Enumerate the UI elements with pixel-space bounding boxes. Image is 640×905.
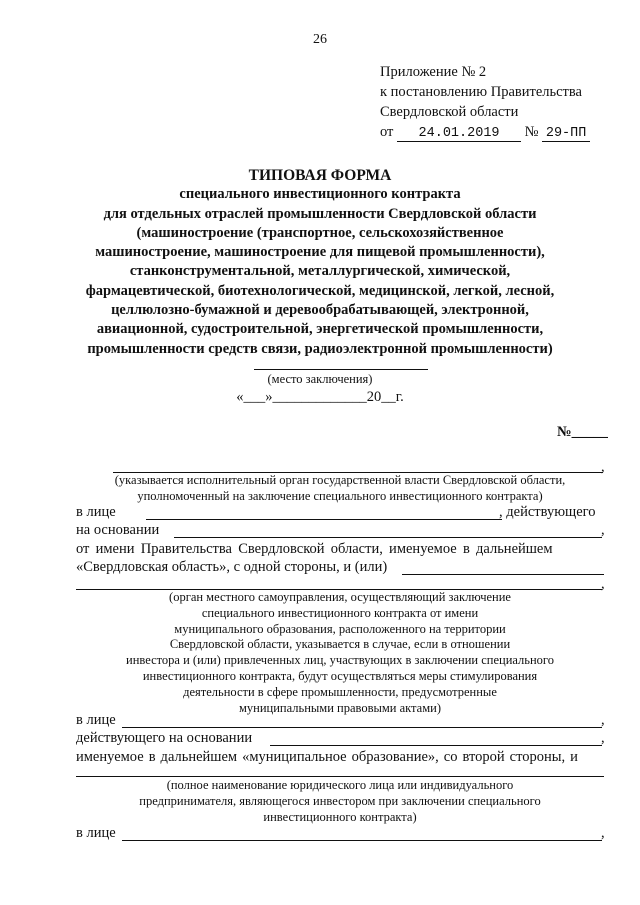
appendix-line-3: Свердловской области [380, 104, 519, 120]
in-person-label: в лице [76, 504, 116, 520]
title-line: станконструментальной, металлургической, химической, [129, 263, 511, 280]
title-line: авиационной, судостроительной, энергетической промышленности, [96, 321, 544, 338]
note-line: (орган местного самоуправления, осуществляющий заключение [169, 590, 511, 604]
note-line: деятельности в сфере промышленности, предусмотренные [183, 684, 497, 699]
title-line: машиностроение, машиностроение для пищевой промышленности), [95, 244, 545, 261]
in-person-label: в лице [76, 712, 116, 728]
appendix-line-2: к постановлению Правительства [380, 84, 582, 100]
note-line: инвестиционного контракта, будут осуществляться меры стимулирования [142, 668, 538, 683]
in-person-label: в лице [76, 825, 116, 841]
in-person-field-line [122, 840, 602, 841]
municipality-note [100, 590, 580, 716]
comma: , [601, 576, 605, 592]
contract-number: №_____ [557, 424, 608, 440]
authority-note [100, 473, 580, 505]
note-line: специального инвестиционного контракта от имени [201, 605, 479, 620]
in-person-field-line [146, 519, 502, 520]
contract-date: «___»_____________20__г. [236, 389, 404, 405]
document-title [60, 166, 580, 359]
acting-basis-label: действующего на основании [76, 730, 253, 746]
title-line: промышленности средств связи, радиоэлектронной промышленности) [87, 340, 553, 357]
note-line: муниципального образования, расположенного на территории [174, 621, 506, 636]
basis-field-line [174, 537, 602, 538]
in-person-field-line [122, 727, 602, 728]
investor-field-line [76, 776, 604, 777]
appendix-line-1: Приложение № 2 [380, 64, 487, 80]
note-line: муниципальными правовыми актами) [239, 700, 441, 715]
place-field-line [254, 369, 428, 370]
acting-label: , действующего [499, 504, 596, 520]
appendix-block [380, 62, 590, 142]
title-line: специального инвестиционного контракта [179, 186, 461, 203]
page-number: 26 [313, 32, 327, 47]
appendix-date-line [380, 122, 590, 142]
decree-number: 29-ПП [542, 126, 590, 142]
municipal-line: именуемое в дальнейшем «муниципальное образование», со второй стороны, и [76, 749, 578, 765]
title-line: фармацевтической, биотехнологической, медицинской, легкой, лесной, [85, 282, 555, 299]
title-line: целлюлозно-бумажной и деревообрабатывающей, электронной, [111, 302, 529, 319]
note-line: (полное наименование юридического лица или индивидуального [166, 778, 514, 792]
note-line: инвестиционного контракта) [263, 809, 417, 824]
government-line: от имени Правительства Свердловской области, именуемое в дальнейшем [76, 541, 553, 557]
comma: , [601, 459, 605, 475]
from-label: от [380, 124, 394, 140]
comma: , [601, 712, 605, 728]
decree-date: 24.01.2019 [397, 126, 521, 142]
comma: , [601, 522, 605, 538]
title-line: (машиностроение (транспортное, сельскохозяйственное [136, 224, 504, 241]
title-line: для отдельных отраслей промышленности Свердловской области [103, 205, 537, 222]
investor-note [100, 778, 580, 825]
note-line: (указывается исполнительный орган государственной власти Свердловской области, [114, 473, 566, 487]
region-field-line [402, 574, 604, 575]
acting-basis-field-line [270, 745, 602, 746]
note-line: уполномоченный на заключение специального инвестиционного контракта) [137, 488, 543, 503]
place-label: (место заключения) [267, 372, 373, 386]
region-line: «Свердловская область», с одной стороны, и (или) [76, 559, 388, 575]
comma: , [601, 730, 605, 746]
note-line: предпринимателя, являющегося инвестором при заключении специального [139, 793, 541, 808]
note-line: инвестора и (или) привлеченных лиц, участвующих в заключении специального [126, 653, 554, 668]
comma: , [601, 825, 605, 841]
number-label: № [524, 124, 539, 140]
basis-label: на основании [76, 522, 160, 538]
title-main: ТИПОВАЯ ФОРМА [248, 167, 392, 184]
note-line: Свердловской области, указывается в случае, если в отношении [169, 637, 511, 652]
